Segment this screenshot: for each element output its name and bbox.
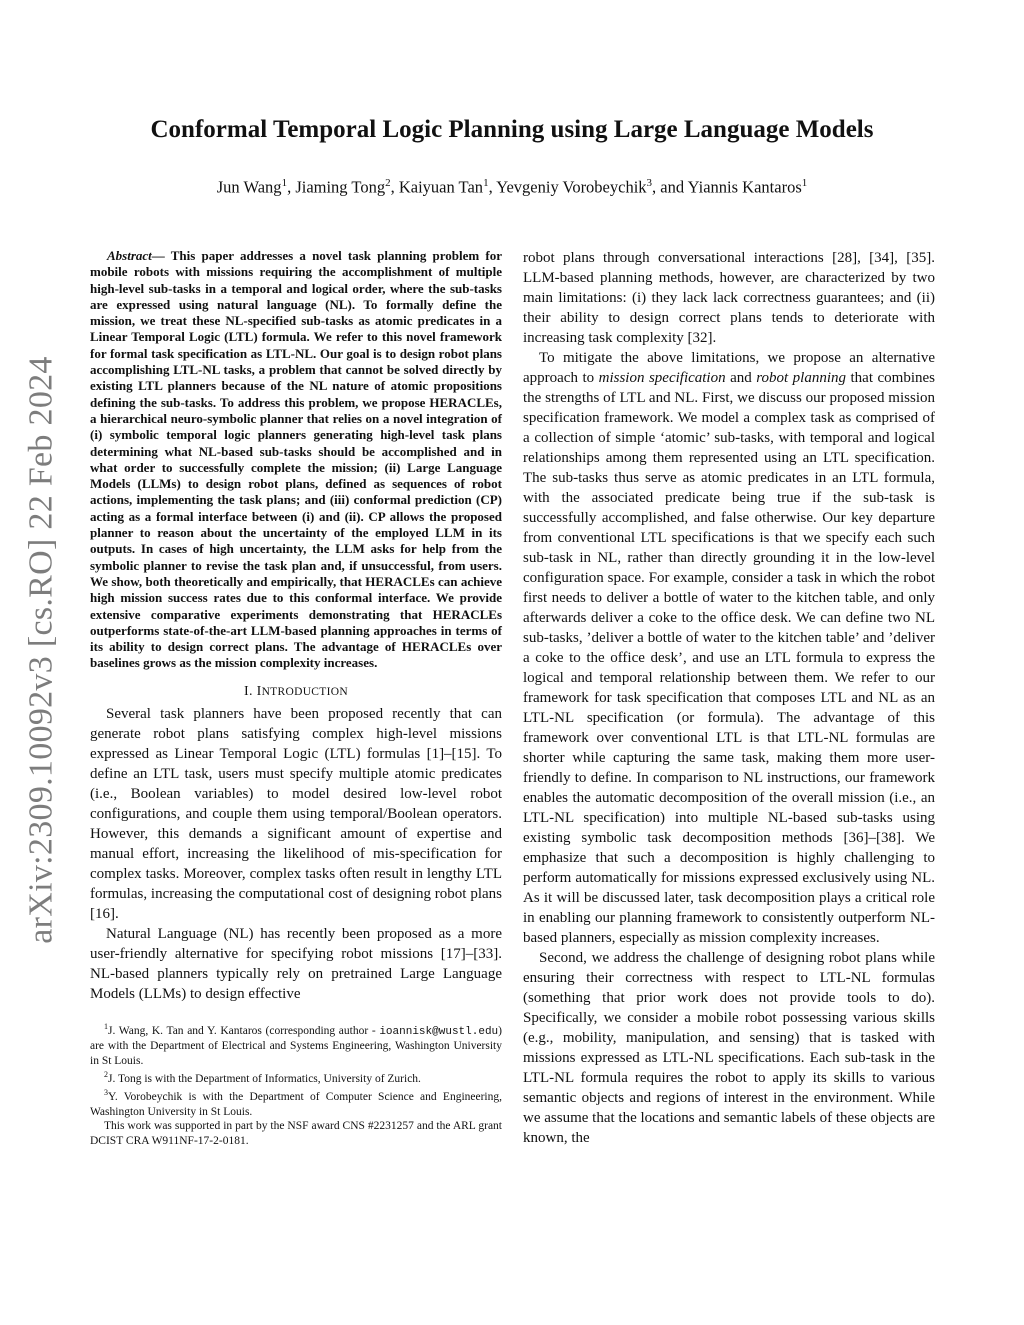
author-name: Jiaming Tong [295,177,386,197]
section-heading-introduction [90,684,502,700]
paragraph-text: and [725,370,757,386]
affiliation-mark: 1 [281,177,288,189]
paper-title: Conformal Temporal Logic Planning using Large Language Models [150,116,874,143]
emphasis-text: robot planning [756,370,847,386]
footnote-mark: 2 [104,1070,108,1080]
author-email-link[interactable]: ioannisk@wustl.edu [379,1025,499,1038]
footnotes [90,1020,502,1148]
affiliation-mark: 1 [801,177,808,189]
arxiv-identifier-text: arXiv:2309.10092v3 [cs.RO] 22 Feb 2024 [23,356,60,944]
left-column [90,248,502,1148]
author-separator: , [287,177,296,197]
paragraph-text: To mitigate the above limitations, we propose an alternative approach to [523,350,935,386]
abstract-text: This paper addresses a novel task planning problem for mobile robots with missions requiring the accomplishment of multiple high-level sub-tasks in a temporal and logical order, where the sub-tasks are expressed using natural language (NL). To formally define the mission, we treat these NL-specified sub-tasks as atomic predicates in a Linear Temporal Logic (LTL) formula. We refer to this novel framework for formal task specification as LTL-NL. Our goal is to design robot plans accomplishing LTL-NL tasks, a problem that cannot be solved directly by existing LTL planners because of the NL nature of atomic propositions defining the sub-tasks. To address this problem, we propose HERACLEs, a hierarchical neuro-symbolic planner that relies on a novel integration of (i) symbolic temporal logic planners generating high-level task plans determining what NL-based sub-tasks should be accomplished and in what order to successfully complete the mission; (ii) Large Language Models (LLMs) to design robot plans, defined as sequences of robot actions, implementing the task plans; and (iii) conformal prediction (CP) acting as a formal interface between (i) and (ii). CP allows the proposed planner to reason about the uncertainty of the employed LLM in its outputs. In cases of high uncertainty, the LLM asks for help from the symbolic planner to revise the task plan and, if unsuccessful, from users. We show, both theoretically and empirically, that HERACLEs can achieve high mission success rates due to this conformal interface. We provide extensive comparative experiments demonstrating that HERACLEs outperforms state-of-the-art LLM-based planning approaches in terms of its ability to design correct plans. The advantage of HERACLEs over baselines grows as the mission complexity increases. [90,248,503,671]
emphasis-text: mission specification [598,370,726,386]
abstract-label: Abstract [107,248,152,263]
affiliation-mark: 3 [646,177,653,189]
abstract [90,248,502,672]
footnote-text: J. Tong is with the Department of Informatics, University of Zurich. [108,1072,421,1085]
author-separator: , [390,177,399,197]
author-separator: , and [652,177,688,197]
footnote-mark: 3 [104,1088,108,1098]
footnote-1 [90,1020,502,1068]
footnote-text: ) are with the Department of Electrical and Systems Engineering, Washington University in St Louis. [90,1024,502,1067]
abstract-dash: — [151,248,171,263]
author-name: Jun Wang [216,177,282,197]
section-numeral: I. [244,683,257,699]
author-name: Yevgeniy Vorobeychik [496,177,647,197]
footnote-text: J. Wang, K. Tan and Y. Kantaros (corresponding author - [108,1024,380,1037]
footnote-mark: 1 [104,1021,108,1031]
author-name: Yiannis Kantaros [687,177,802,197]
arxiv-identifier [22,350,62,950]
intro-paragraph-5: Second, we address the challenge of designing robot plans while ensuring their correctness with respect to LTL-NL formulas (something that prior work does not provide tools to do). Specifically, we consider a mobile robot possessing various skills (e.g., mobility, manipulation, and sensing) that is tasked with missions expressed as LTL-NL specifications. Each sub-task in the LTL-NL formula requires the robot to apply its skills to various semantic objects and regions of interest in the environment. While we assume that the locations and semantic labels of these objects are known, the [523,950,935,1146]
author-separator: , [488,177,497,197]
paragraph-text: that combines the strengths of LTL and NL. First, we discuss our proposed mission specification framework. We model a complex task as comprised of a collection of simple ‘atomic’ sub-tasks, with temporal and logical relationships among them represented using an LTL specification. The sub-tasks thus serve as atomic predicates in an LTL formula, with the associated predicate being true if the sub-task is successfully accomplished, and false otherwise. Our key departure from conventional LTL specifications is that we specify each such sub-task in NL, rather than directly grounding it in the low-level configuration space. For example, consider a task in which the robot first needs to deliver a bottle of water to the kitchen table, and only afterwards deliver a coke to the office desk. We can define two NL sub-tasks, ’deliver a bottle of water to the kitchen table’ and ’deliver a coke to the office desk’, and use an LTL formula to express the logical and temporal relationship between them. We refer to our framework for task specification that composes LTL and NL as an LTL-NL specification (or formula). The advantage of this framework over conventional LTL is that LTL-NL formulas are shorter while capturing the same task, making them more user-friendly to define. In comparison to NL instructions, our framework enables the automatic decomposition of the overall mission (i.e., an LTL-NL specification) into multiple NL-based sub-tasks using existing symbolic task decomposition methods [36]–[38]. We emphasize that such a decomposition is highly challenging to perform automatically for missions expressed exclusively using NL. As it will be discussed later, task decomposition plays a critical role in enabling our planning framework to consistently outperform NL-based planners, especially as mission complexity increases. [523,370,935,946]
intro-paragraph-3: robot plans through conversational interactions [28], [34], [35]. LLM-based planning methods, however, are characterized by two main limitations: (i) they lack lack correctness guarantees; and (ii) their ability to design correct plans tends to deteriorate with increasing task complexity [32]. [523,250,935,346]
affiliation-mark: 1 [483,177,489,189]
author-name: Kaiyuan Tan [398,177,484,197]
intro-paragraph-1: Several task planners have been proposed recently that can generate robot plans satisfying complex high-level missions expressed as Linear Temporal Logic (LTL) formulas [1]–[15]. To define an LTL task, users must specify multiple atomic predicates (i.e., Boolean variables) to model desired low-level robot configurations, and couple them using temporal/Boolean operators. However, this demands a significant amount of expertise and manual effort, increasing the likelihood of mis-specification for complex tasks. Moreover, complex tasks often result in lengthy LTL formulas, increasing the computational cost of designing robot plans [16]. [90,705,502,922]
intro-paragraph-4 [523,348,935,948]
author-list [90,177,934,198]
section-title-rest: NTRODUCTION [261,685,348,698]
affiliation-mark: 2 [385,177,391,189]
intro-paragraph-2: Natural Language (NL) has recently been proposed as a more user-friendly alternative for specifying robot missions [17]–[33]. NL-based planners typically rely on pretrained Large Language Models (LLMs) to design effective [90,925,502,1002]
footnote-funding: This work was supported in part by the NSF award CNS #2231257 and the ARL grant DCIST CRA W911NF-17-2-0181. [90,1120,502,1147]
footnote-text: Y. Vorobeychik is with the Department of Computer Science and Engineering, Washington University in St Louis. [90,1091,502,1118]
right-column [523,248,935,1148]
footnote-3 [90,1086,502,1119]
section-first-letter: I [256,683,262,699]
footnote-2 [90,1068,502,1086]
